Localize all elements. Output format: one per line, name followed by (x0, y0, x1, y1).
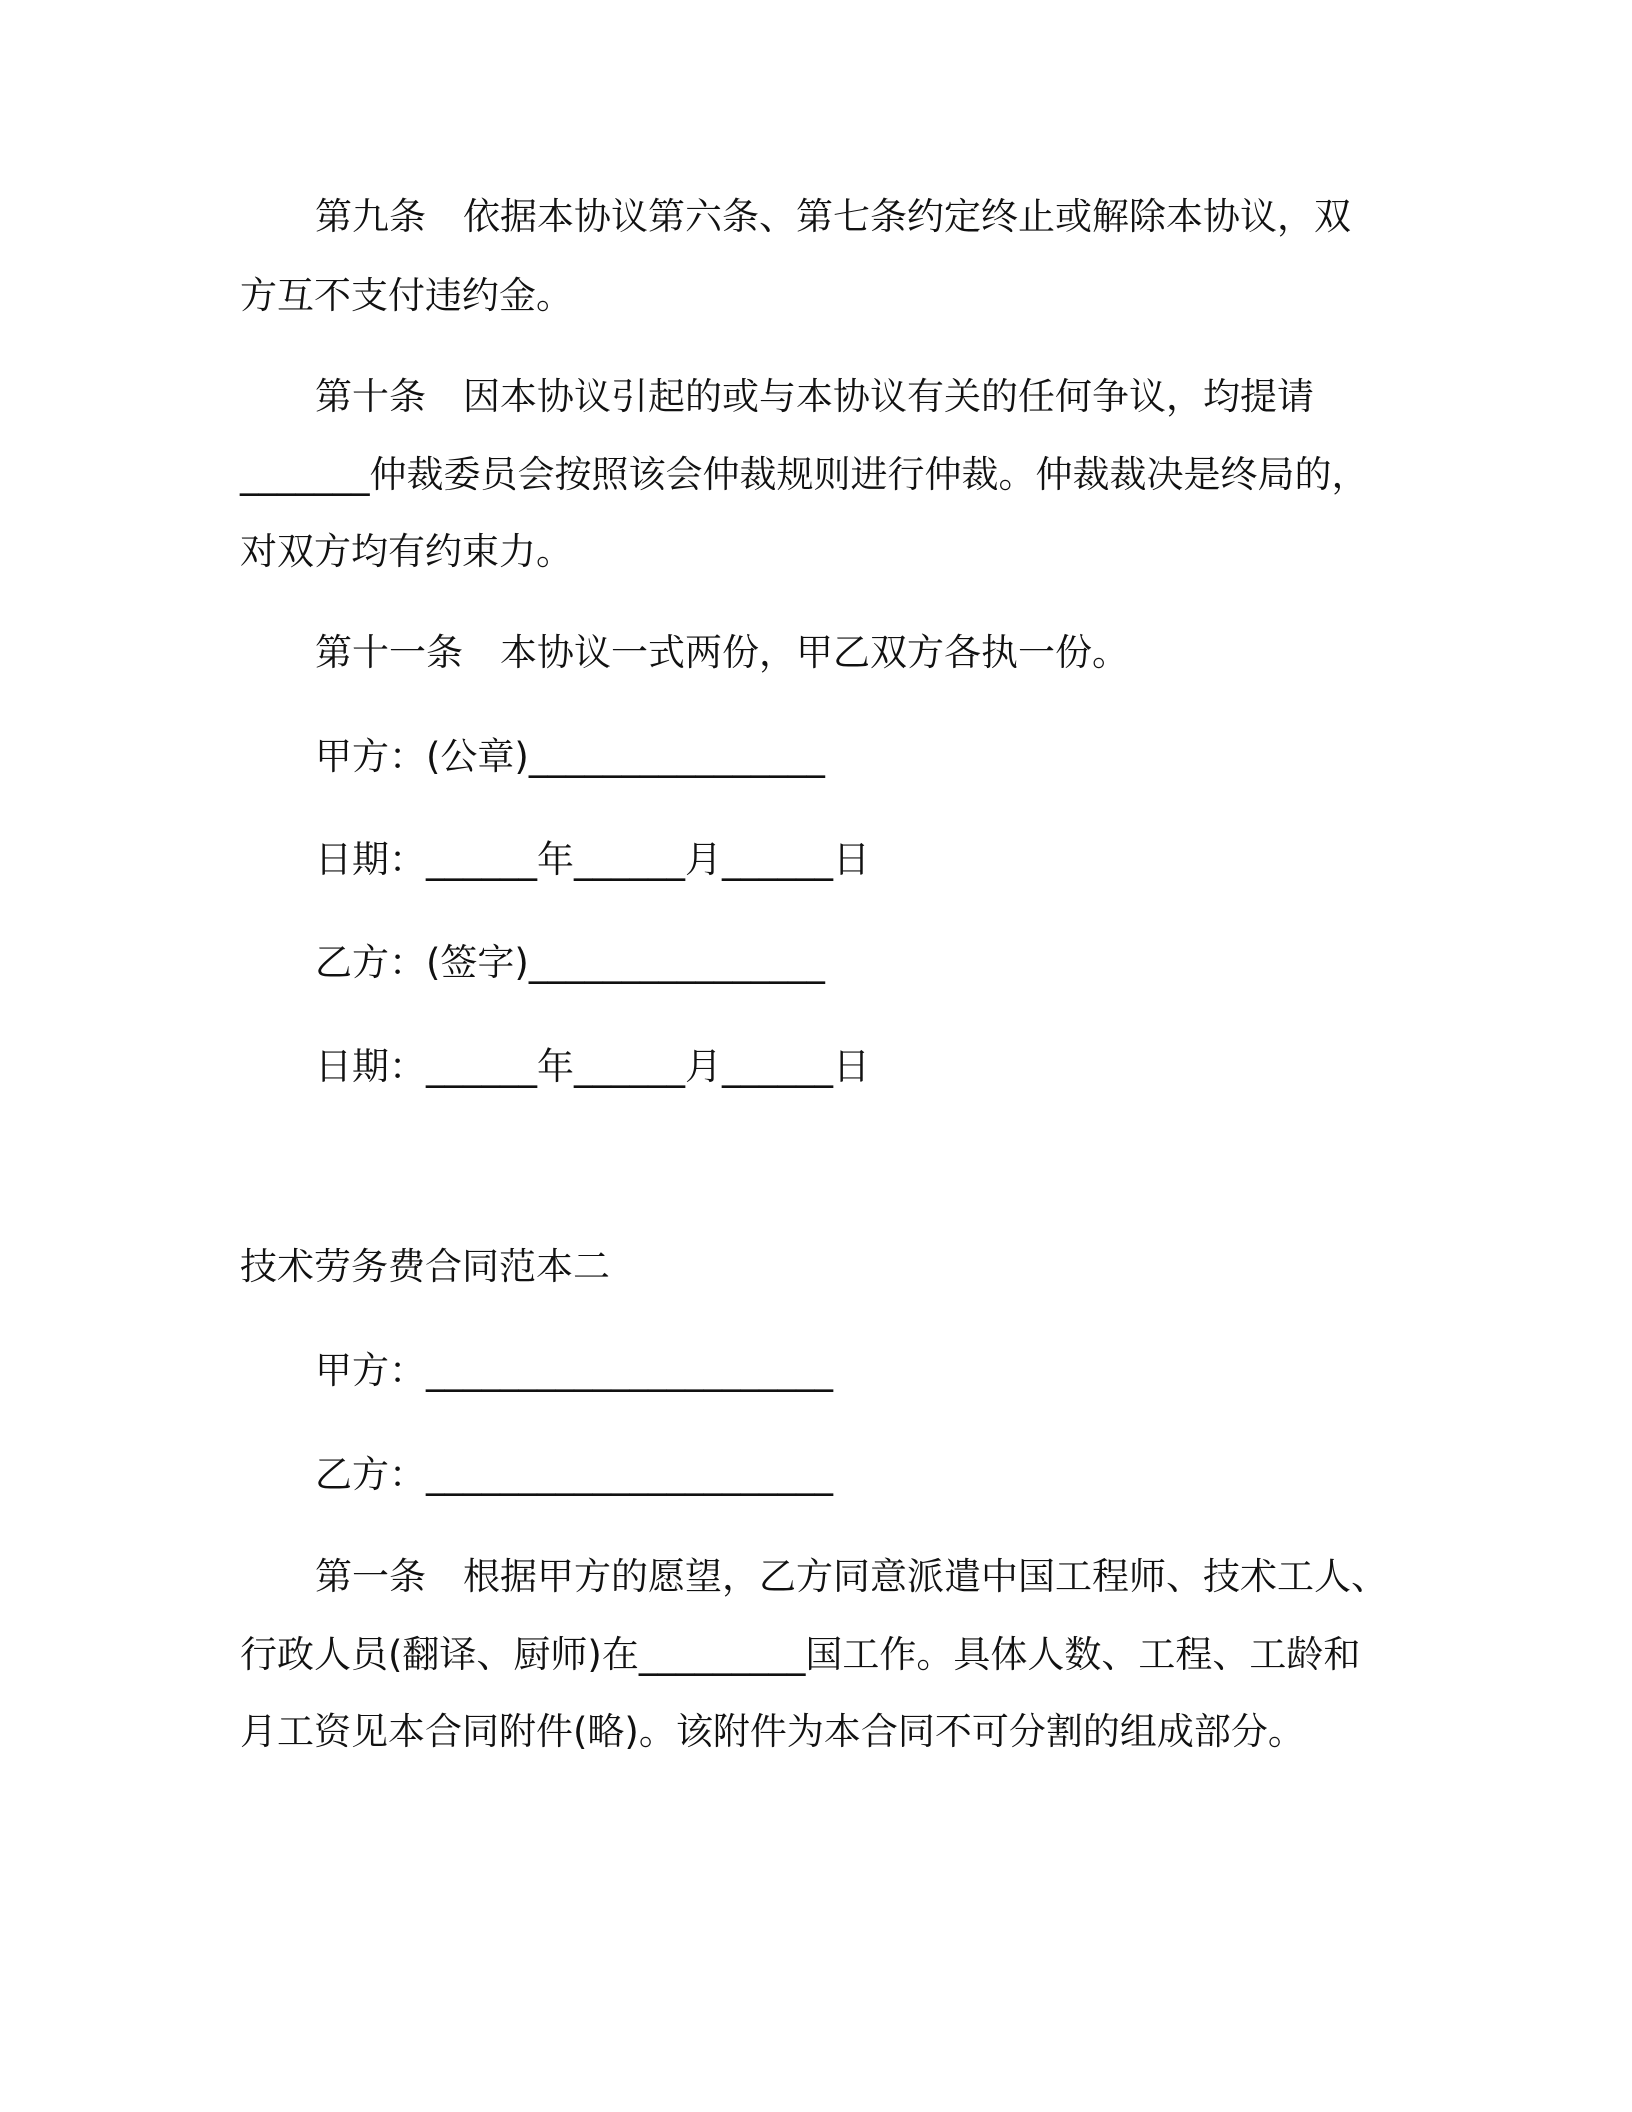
article-11-line: 第十一条 本协议一式两份，甲乙双方各执一份。 (315, 631, 1129, 674)
article-9-line: 第九条 依据本协议第六条、第七条约定终止或解除本协议，双 (315, 195, 1351, 238)
article-1-line: 第一条 根据甲方的愿望，乙方同意派遣中国工程师、技术工人、 (315, 1555, 1388, 1598)
party-a-date-line: 日期：______年______月______日 (315, 838, 870, 881)
party-a-seal-line: 甲方：(公章)________________ (315, 735, 825, 778)
article-1-line: 月工资见本合同附件(略)。该附件为本合同不可分割的组成部分。 (240, 1710, 1305, 1753)
party-b-date-line: 日期：______年______月______日 (315, 1045, 870, 1088)
contract-title: 技术劳务费合同范本二 (240, 1245, 610, 1288)
article-9-line: 方互不支付违约金。 (240, 274, 573, 317)
party-b-signature-line: 乙方：(签字)________________ (315, 941, 825, 984)
contract-party-a-line: 甲方：______________________ (315, 1349, 833, 1392)
article-10-line: _______仲裁委员会按照该会仲裁规则进行仲裁。仲裁裁决是终局的， (240, 453, 1369, 496)
article-1-line: 行政人员(翻译、厨师)在_________国工作。具体人数、工程、工龄和 (240, 1633, 1361, 1676)
article-10-line: 第十条 因本协议引起的或与本协议有关的任何争议，均提请 (315, 375, 1314, 418)
article-10-line: 对双方均有约束力。 (240, 530, 573, 573)
contract-party-b-line: 乙方：______________________ (315, 1453, 833, 1496)
